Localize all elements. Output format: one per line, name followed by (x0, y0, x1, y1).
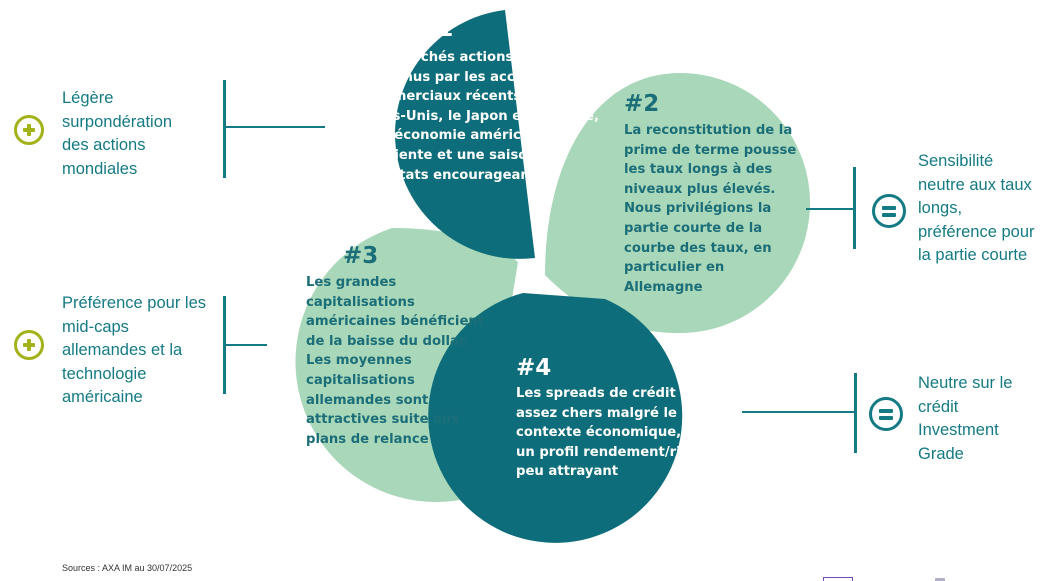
plus-icon (14, 330, 44, 360)
view-line: surpondération (62, 112, 173, 131)
petal-3-line: Les grandes (306, 275, 397, 290)
petal-2-line: La reconstitution de la (624, 123, 793, 138)
petal-1-line: Les marchés actions sont (362, 50, 551, 65)
petal-3-line: attractives suite aux (306, 412, 460, 428)
petal-3-line: allemandes sont (306, 392, 429, 408)
sources-note: Sources : AXA IM au 30/07/2025 (62, 563, 193, 573)
petal-3-line: de la baisse du dollar. (306, 333, 469, 349)
petal-1-line: résultats encourageante (362, 167, 546, 183)
petal-4-number: #4 (516, 355, 552, 381)
petal-2-line: niveaux plus élevés. (624, 181, 776, 197)
view-line: crédit (918, 397, 959, 416)
view-line: Sensibilité (918, 152, 994, 170)
petal-2-line: particulier en (624, 260, 725, 276)
view-line: longs, (918, 199, 963, 217)
view-label-taux-longs (918, 150, 1035, 268)
connector-line (742, 411, 855, 413)
petal-3-line: plans de relance (306, 431, 429, 447)
connector-bracket (223, 80, 226, 178)
petal-4-line: un profil rendement/risque (516, 444, 717, 460)
view-line: neutre aux taux (918, 175, 1032, 194)
petal-3-line: Les moyennes (306, 353, 412, 369)
petal-1-line: résiliente et une saison des (362, 147, 568, 163)
petal-1-number: #1 (418, 16, 454, 42)
petal-2-line: partie courte de la (624, 220, 763, 236)
petal-2-line: les taux longs à des (624, 162, 773, 178)
view-label-actions-mondiales (62, 87, 172, 181)
petal-1-line: soutenus par les accords (362, 69, 548, 85)
petal-2-line: courbe des taux, en (624, 240, 772, 256)
petal-1-line: commerciaux récents entre les (362, 89, 592, 105)
petal-4-line: contexte économique, offrant (516, 425, 737, 441)
view-line: américaine (62, 388, 143, 406)
view-line: Préférence pour les (62, 294, 206, 312)
petal-1-line: une économie américaine (362, 128, 553, 144)
connector-line (225, 344, 267, 346)
view-line: Neutre sur le (918, 374, 1013, 392)
plus-icon (14, 115, 44, 145)
view-line: technologie (62, 364, 147, 383)
petal-3-number: #3 (343, 243, 379, 269)
petal-4-line: peu attrayant (516, 464, 619, 480)
view-line: des actions (62, 136, 146, 154)
petal-3-text (306, 273, 484, 449)
petal-2-number: #2 (624, 91, 660, 117)
logo-fragment (823, 577, 853, 581)
equal-icon (869, 397, 903, 431)
view-line: allemandes et la (62, 341, 183, 359)
petal-3-line: capitalisations (306, 294, 415, 310)
view-line: la partie courte (918, 246, 1028, 264)
petal-1-text (362, 48, 599, 185)
view-line: préférence pour (918, 222, 1035, 241)
petal-3-line: capitalisations (306, 372, 415, 388)
petal-4-text (516, 384, 737, 482)
connector-line (225, 126, 325, 128)
petal-2-line: Nous privilégions la (624, 201, 772, 217)
view-label-credit (918, 372, 1012, 466)
view-line: Grade (918, 444, 964, 463)
petal-4-line: assez chers malgré le (516, 405, 678, 421)
view-line: mid-caps (62, 317, 129, 336)
petal-2-line: prime de terme pousse (624, 142, 797, 158)
petal-2-text (624, 121, 796, 297)
view-line: Investment (918, 421, 999, 439)
petal-1-line: États-Unis, le Japon et l’Europe, (362, 108, 599, 124)
petal-4-line: Les spreads de crédit restent (516, 386, 735, 401)
connector-bracket (854, 373, 857, 453)
equal-icon (872, 194, 906, 228)
connector-bracket (853, 167, 856, 249)
connector-line (806, 208, 854, 210)
petal-3-line: américaines bénéficient (306, 314, 485, 330)
view-label-mid-caps (62, 292, 206, 410)
view-line: Légère (62, 89, 114, 107)
view-line: mondiales (62, 159, 138, 178)
petal-2-line: Allemagne (624, 279, 703, 295)
